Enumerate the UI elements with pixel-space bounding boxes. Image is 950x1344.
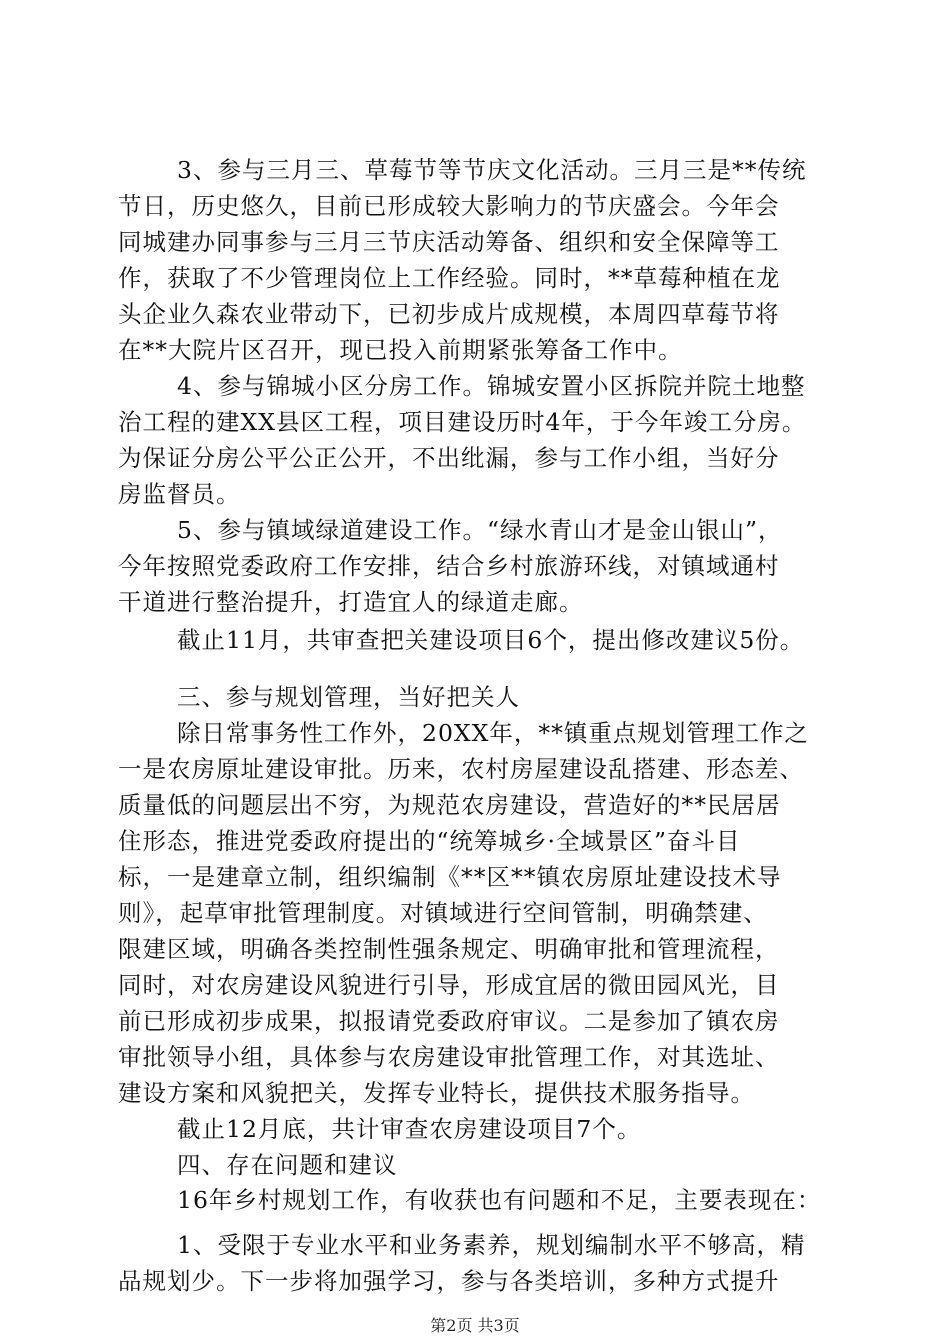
paragraph-line: 前已形成初步成果，拟报请党委政府审议。二是参加了镇农房 [118,1007,780,1035]
paragraph-line: 为保证分房公平公正公开，不出纰漏，参与工作小组，当好分 [118,444,780,472]
paragraph-line: 标，一是建章立制，组织编制《**区**镇农房原址建设技术导 [118,863,782,891]
paragraph-line: 16年乡村规划工作，有收获也有问题和不足，主要表现在： [177,1186,822,1214]
paragraph-line: 限建区域，明确各类控制性强条规定、明确审批和管理流程， [118,935,780,963]
paragraph-line: 节日，历史悠久，目前已形成较大影响力的节庆盛会。今年会 [118,192,780,220]
paragraph-line: 作，获取了不少管理岗位上工作经验。同时，**草莓种植在龙 [118,264,781,292]
paragraph-line: 头企业久森农业带动下，已初步成片成规模，本周四草莓节将 [118,300,780,328]
paragraph-line: 在**大院片区召开，现已投入前期紧张筹备工作中。 [118,336,683,364]
paragraph-line: 5、参与镇域绿道建设工作。“绿水青山才是金山银山”， [177,516,783,544]
section-heading: 四、存在问题和建议 [177,1151,398,1179]
paragraph-line: 房监督员。 [118,480,241,508]
paragraph-line: 治工程的建XX县区工程，项目建设历时4年，于今年竣工分房。 [118,408,807,436]
page-footer: 第2页 共3页 [430,1316,520,1335]
paragraph-line: 干道进行整治提升，打造宜人的绿道走廊。 [118,588,584,616]
paragraph-line: 截止11月，共审查把关建设项目6个，提出修改建议5份。 [177,626,805,654]
paragraph-line: 3、参与三月三、草莓节等节庆文化活动。三月三是**传统 [177,156,807,184]
paragraph-line: 建设方案和风貌把关，发挥专业特长，提供技术服务指导。 [118,1079,755,1107]
paragraph-line: 品规划少。下一步将加强学习，参与各类培训，多种方式提升 [118,1267,780,1295]
paragraph-line: 同时，对农房建设风貌进行引导，形成宜居的微田园风光，目 [118,971,780,999]
paragraph-line: 住形态，推进党委政府提出的“统筹城乡·全域景区”奋斗目 [118,827,741,855]
paragraph-line: 审批领导小组，具体参与农房建设审批管理工作，对其选址、 [118,1043,780,1071]
paragraph-line: 同城建办同事参与三月三节庆活动筹备、组织和安全保障等工 [118,228,780,256]
paragraph-line: 则》，起草审批管理制度。对镇域进行空间管制，明确禁建、 [118,899,768,927]
paragraph-line: 一是农房原址建设审批。历来，农村房屋建设乱搭建、形态差、 [118,755,804,783]
section-heading: 三、参与规划管理，当好把关人 [177,683,520,711]
paragraph-line: 1、受限于专业水平和业务素养，规划编制水平不够高，精 [177,1231,806,1259]
paragraph-line: 4、参与锦城小区分房工作。锦城安置小区拆院并院土地整 [177,372,806,400]
paragraph-line: 除日常事务性工作外，20XX年，**镇重点规划管理工作之 [177,719,809,747]
paragraph-line: 今年按照党委政府工作安排，结合乡村旅游环线，对镇域通村 [118,552,780,580]
paragraph-line: 截止12月底，共计审查农房建设项目7个。 [177,1115,642,1143]
paragraph-line: 质量低的问题层出不穷，为规范农房建设，营造好的**民居居 [118,791,781,819]
